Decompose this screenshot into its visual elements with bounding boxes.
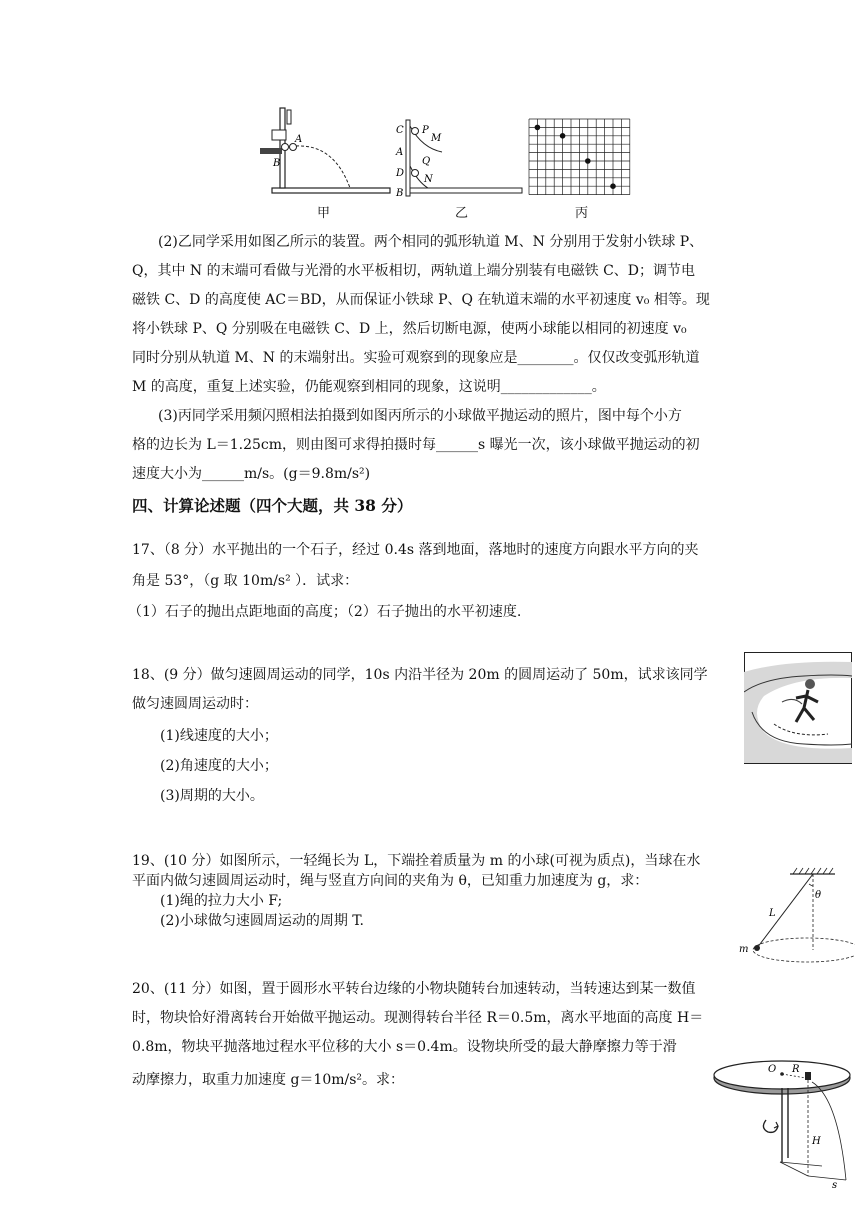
flash-ball-point-4: [610, 183, 616, 189]
label-D: D: [396, 168, 405, 179]
label-P: P: [422, 125, 429, 136]
turntable-figure: [710, 1058, 856, 1206]
q16-2-line-3: 磁铁 C、D 的高度使 AC＝BD，从而保证小铁球 P、Q 在轨道末端的水平初速度 v₀ 相等。现: [132, 292, 710, 308]
label-H: H: [812, 1136, 821, 1147]
q18-line-4: (2)角速度的大小；: [160, 758, 278, 774]
flash-ball-point-2: [560, 133, 566, 139]
caption-bing: 丙: [575, 206, 589, 221]
label-L: L: [769, 908, 776, 919]
caption-jia: 甲: [317, 206, 331, 221]
q17-line-3: （1）石子的抛出点距地面的高度；（2）石子抛出的水平初速度.: [128, 604, 522, 620]
runner-track-image: [744, 652, 852, 764]
label-A: A: [396, 147, 404, 158]
q16-2-line-2: Q，其中 N 的末端可看做与光滑的水平板相切，两轨道上端分别装有电磁铁 C、D；调节电: [132, 263, 696, 279]
q16-2-line-5: 同时分别从轨道 M、N 的末端射出。实验可观察到的现象应是________。仅仅改变弧形轨道: [132, 350, 700, 366]
q18-line-5: (3)周期的大小。: [160, 788, 264, 804]
q19-line-2: 平面内做匀速圆周运动时，绳与竖直方向间的夹角为 θ，已知重力加速度为 g，求：: [132, 873, 649, 889]
label-R: R: [792, 1064, 800, 1075]
q20-line-2: 时，物块恰好滑离转台开始做平抛运动。现测得转台半径 R＝0.5m，离水平地面的高度 H＝: [132, 1010, 704, 1026]
q16-2-line-4: 将小铁球 P、Q 分别吸在电磁铁 C、D 上，然后切断电源，使两小球能以相同的初速度 v₀: [132, 321, 687, 337]
figure-yi: [394, 118, 526, 200]
q17-line-2: 角是 53°，（g 取 10m/s² ）．试求：: [132, 573, 359, 589]
label-C: C: [396, 125, 404, 136]
label-theta: θ: [815, 890, 822, 901]
label-B: B: [273, 158, 281, 169]
q17-line-1: 17、（8 分）水平抛出的一个石子，经过 0.4s 落到地面，落地时的速度方向跟水平方向的夹: [132, 542, 699, 558]
conical-pendulum-figure: [735, 866, 855, 970]
q16-3-line-2: 格的边长为 L＝1.25cm，则由图可求得拍摄时每______s 曝光一次，该小球做平抛运动的初: [132, 437, 700, 453]
flash-ball-point-3: [585, 158, 591, 164]
q16-3-line-3: 速度大小为______m/s。(g＝9.8m/s²): [132, 466, 371, 482]
q19-line-1: 19、(10 分）如图所示，一轻绳长为 L，下端拴着质量为 m 的小球(可视为质点)，当球在水: [132, 853, 701, 869]
label-A: A: [295, 134, 303, 145]
figure-bing: [528, 118, 632, 198]
q16-2-line-1: (2)乙同学采用如图乙所示的装置。两个相同的弧形轨道 M、N 分别用于发射小铁球 P、: [158, 234, 704, 250]
q18-line-3: (1)线速度的大小；: [160, 728, 278, 744]
label-O: O: [768, 1064, 777, 1075]
label-B: B: [396, 188, 404, 199]
q19-line-3: (1)绳的拉力大小 F;: [160, 893, 283, 909]
q18-line-2: 做匀速圆周运动时：: [132, 696, 258, 712]
q20-line-1: 20、(11 分）如图，置于圆形水平转台边缘的小物块随转台加速转动，当转速达到某一数值: [132, 981, 696, 997]
caption-yi: 乙: [455, 206, 469, 221]
q19-line-4: (2)小球做匀速圆周运动的周期 T.: [160, 913, 365, 929]
label-s: s: [832, 1180, 838, 1191]
section-heading: 四、计算论述题（四个大题，共 38 分）: [132, 496, 413, 515]
label-M: M: [431, 133, 442, 144]
q20-line-4: 动摩擦力，取重力加速度 g＝10m/s²。求：: [132, 1072, 405, 1088]
flash-ball-point-1: [535, 125, 541, 131]
q20-line-3: 0.8m，物块平抛落地过程水平位移的大小 s＝0.4m。设物块所受的最大静摩擦力等于滑: [132, 1039, 677, 1055]
label-N: N: [424, 174, 433, 185]
q16-3-line-1: (3)丙同学采用频闪照相法拍摄到如图丙所示的小球做平抛运动的照片，图中每个小方: [158, 408, 682, 424]
q18-line-1: 18、(9 分）做匀速圆周运动的同学，10s 内沿半径为 20m 的圆周运动了 50m，试求该同学: [132, 667, 708, 683]
label-Q: Q: [422, 156, 431, 167]
q16-2-line-6: M 的高度，重复上述实验，仍能观察到相同的现象，这说明_____________。: [132, 379, 606, 395]
label-m: m: [739, 944, 749, 955]
